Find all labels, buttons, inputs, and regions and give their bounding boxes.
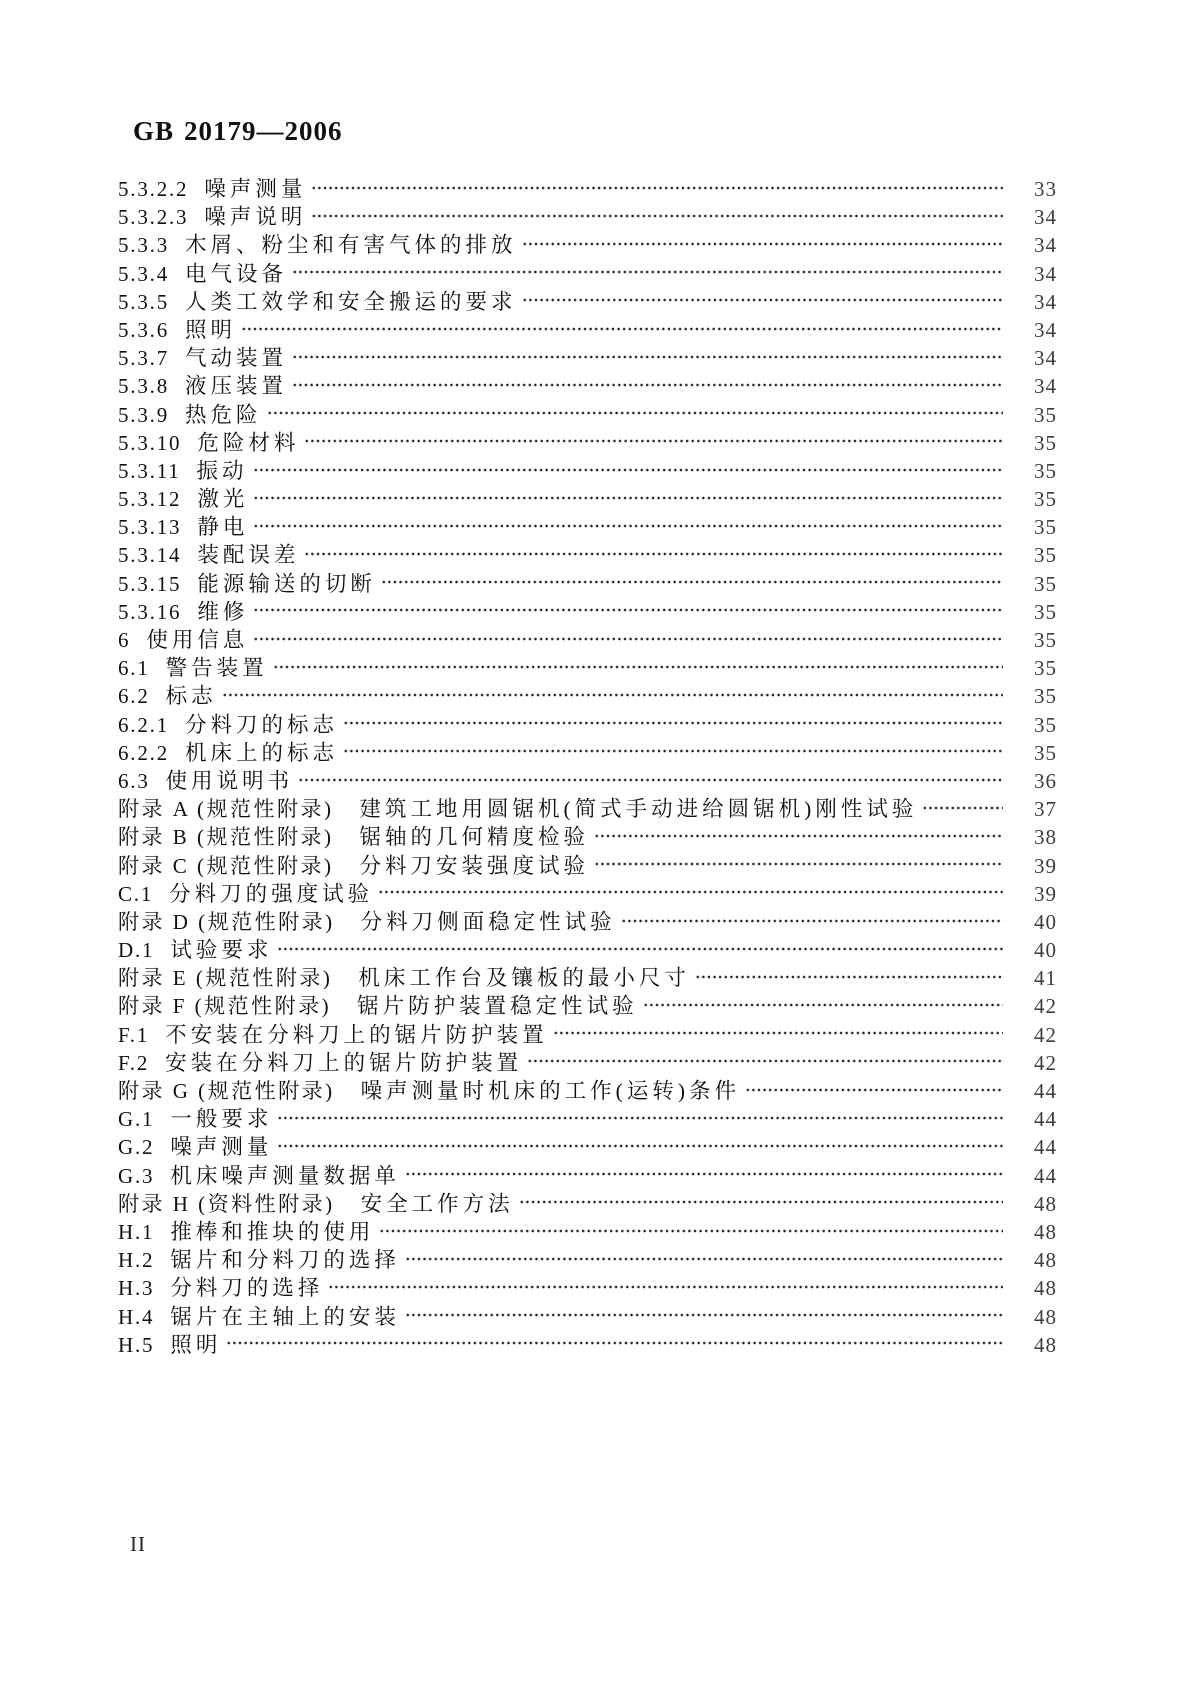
dot-leader xyxy=(298,764,1003,792)
toc-entry-page: 35 xyxy=(1034,740,1057,764)
toc-entry-page: 39 xyxy=(1034,853,1057,877)
toc-entry-title: 装配误差 xyxy=(197,543,300,567)
toc-entry-page: 35 xyxy=(1034,656,1057,680)
toc-entry xyxy=(118,1074,1057,1102)
toc-entry-title: 安全工作方法 xyxy=(360,1191,514,1215)
toc-entry xyxy=(118,989,1057,1017)
toc-entry-page: 35 xyxy=(1034,458,1057,483)
toc-entry-page: 35 xyxy=(1034,599,1057,623)
toc-entry-page: 34 xyxy=(1034,317,1057,342)
toc-entry-title: 警告装置 xyxy=(165,656,268,680)
toc-entry-title: 不安装在分料刀上的锯片防护装置 xyxy=(165,1022,548,1046)
toc-entry xyxy=(118,1328,1057,1356)
toc-entry-number: 附录 H (资料性附录) xyxy=(118,1191,335,1215)
dot-leader xyxy=(405,1300,1003,1328)
dot-leader xyxy=(594,820,1003,848)
dot-leader xyxy=(745,1074,1003,1102)
dot-leader xyxy=(379,1215,1003,1243)
toc-entry-number: 6 xyxy=(118,628,131,652)
toc-entry-title: 推棒和推块的使用 xyxy=(170,1219,375,1244)
dot-leader xyxy=(304,538,1003,566)
dot-leader xyxy=(277,1130,1003,1158)
toc-entry-title: 维修 xyxy=(197,599,249,623)
toc-entry xyxy=(118,454,1057,482)
toc-entry-page: 35 xyxy=(1034,628,1057,652)
toc-entry xyxy=(118,1018,1057,1046)
toc-entry xyxy=(118,708,1057,736)
toc-entry-page: 36 xyxy=(1034,768,1057,793)
toc-entry xyxy=(118,849,1057,877)
toc-entry-number: 5.3.14 xyxy=(118,543,182,567)
toc-entry-page: 37 xyxy=(1034,797,1057,821)
toc-entry xyxy=(118,567,1057,595)
toc-list xyxy=(118,172,1057,1356)
toc-entry-number: 5.3.16 xyxy=(118,599,182,623)
toc-entry-number: H.4 xyxy=(118,1304,155,1328)
toc-entry-title: 分料刀安装强度试验 xyxy=(359,853,590,877)
toc-entry-title: 使用说明书 xyxy=(165,768,294,793)
dot-leader xyxy=(304,426,1003,454)
toc-entry-title: 锯轴的几何精度检验 xyxy=(359,825,590,849)
toc-entry-page: 34 xyxy=(1034,261,1057,285)
toc-entry-page: 35 xyxy=(1034,712,1057,736)
standard-code-label: GB xyxy=(133,116,175,146)
toc-entry xyxy=(118,1102,1057,1130)
dot-leader xyxy=(273,651,1003,679)
dot-leader xyxy=(343,708,1003,736)
dot-leader xyxy=(253,623,1003,651)
toc-entry xyxy=(118,369,1057,397)
toc-entry xyxy=(118,200,1057,228)
dot-leader xyxy=(253,482,1003,510)
toc-entry xyxy=(118,1215,1057,1243)
toc-entry-number: 5.3.8 xyxy=(118,374,169,398)
toc-entry-title: 气动装置 xyxy=(185,346,288,370)
toc-entry-number: 6.2.1 xyxy=(118,712,169,736)
toc-entry xyxy=(118,1271,1057,1299)
toc-entry-title: 分料刀的标志 xyxy=(185,712,339,736)
toc-entry-title: 锯片在主轴上的安装 xyxy=(170,1304,400,1328)
toc-entry-title: 分料刀侧面稳定性试验 xyxy=(360,909,616,934)
toc-entry xyxy=(118,736,1057,764)
toc-entry xyxy=(118,820,1057,848)
toc-entry xyxy=(118,1300,1057,1328)
toc-entry-title: 机床上的标志 xyxy=(185,740,339,764)
toc-entry-number: 5.3.11 xyxy=(118,458,181,483)
toc-entry-number: 附录 D (规范性附录) xyxy=(118,909,335,934)
toc-entry xyxy=(118,792,1057,820)
toc-entry xyxy=(118,764,1057,792)
toc-entry-page: 42 xyxy=(1034,1022,1057,1046)
toc-entry xyxy=(118,1243,1057,1271)
toc-entry xyxy=(118,1046,1057,1074)
dot-leader xyxy=(522,285,1003,313)
toc-entry-number: 附录 G (规范性附录) xyxy=(118,1079,335,1103)
toc-entry-page: 48 xyxy=(1034,1304,1057,1328)
toc-entry-number: 6.3 xyxy=(118,768,150,793)
toc-entry-number: D.1 xyxy=(118,938,155,962)
toc-entry-number: 附录 C (规范性附录) xyxy=(118,853,334,877)
toc-entry-title: 噪声测量 xyxy=(204,177,307,201)
toc-entry-page: 48 xyxy=(1034,1219,1057,1244)
dot-leader xyxy=(253,510,1003,538)
toc-entry-page: 44 xyxy=(1034,1135,1057,1159)
toc-entry-title: 分料刀的强度试验 xyxy=(169,881,374,905)
dot-leader xyxy=(311,172,1003,200)
toc-entry xyxy=(118,398,1057,426)
toc-entry xyxy=(118,313,1057,341)
dot-leader xyxy=(527,1046,1003,1074)
dot-leader xyxy=(277,1102,1003,1130)
toc-entry-title: 噪声测量时机床的工作(运转)条件 xyxy=(360,1079,740,1103)
toc-entry-title: 一般要求 xyxy=(170,1107,273,1131)
toc-entry-page: 42 xyxy=(1034,1050,1057,1074)
dot-leader xyxy=(343,736,1003,764)
toc-entry-number: 5.3.6 xyxy=(118,317,169,342)
toc-entry-title: 锯片和分料刀的选择 xyxy=(170,1248,400,1272)
toc-entry-number: G.2 xyxy=(118,1135,155,1159)
toc-entry-page: 40 xyxy=(1034,938,1057,962)
toc-entry-page: 35 xyxy=(1034,487,1057,511)
toc-entry-title: 标志 xyxy=(165,684,217,708)
toc-entry xyxy=(118,341,1057,369)
toc-entry-page: 33 xyxy=(1034,177,1057,201)
toc-entry xyxy=(118,1130,1057,1158)
toc-entry-number: 5.3.7 xyxy=(118,346,169,370)
toc-entry-title: 安装在分料刀上的锯片防护装置 xyxy=(165,1050,523,1074)
toc-entry-page: 41 xyxy=(1034,966,1057,990)
toc-entry-page: 38 xyxy=(1034,825,1057,849)
dot-leader xyxy=(253,595,1003,623)
toc-entry-page: 34 xyxy=(1034,374,1057,398)
toc-entry-title: 锯片防护装置稳定性试验 xyxy=(357,994,638,1018)
toc-entry xyxy=(118,595,1057,623)
dot-leader xyxy=(292,257,1003,285)
toc-entry-title: 液压装置 xyxy=(185,374,288,398)
toc-entry-page: 40 xyxy=(1034,909,1057,934)
toc-entry-page: 35 xyxy=(1034,571,1057,595)
toc-entry xyxy=(118,172,1057,200)
toc-entry xyxy=(118,961,1057,989)
dot-leader xyxy=(241,313,1003,341)
toc-entry-page: 35 xyxy=(1034,543,1057,567)
dot-leader xyxy=(378,877,1003,905)
toc-entry-page: 35 xyxy=(1034,402,1057,426)
toc-entry-title: 建筑工地用圆锯机(简式手动进给圆锯机)刚性试验 xyxy=(359,797,918,821)
toc-entry-number: F.2 xyxy=(118,1050,150,1074)
dot-leader xyxy=(405,1159,1003,1187)
toc-entry xyxy=(118,1159,1057,1187)
toc-entry-title: 照明 xyxy=(170,1332,222,1356)
toc-entry-title: 热危险 xyxy=(185,402,262,426)
document-header xyxy=(133,116,343,147)
toc-entry-page: 35 xyxy=(1034,684,1057,708)
dot-leader xyxy=(267,398,1003,426)
dot-leader xyxy=(522,228,1003,256)
toc-entry-title: 使用信息 xyxy=(146,628,249,652)
toc-entry-page: 48 xyxy=(1034,1191,1057,1215)
toc-entry xyxy=(118,933,1057,961)
toc-entry xyxy=(118,623,1057,651)
toc-entry-title: 分料刀的选择 xyxy=(170,1276,324,1300)
toc-entry-number: 6.1 xyxy=(118,656,150,680)
toc-entry-number: 5.3.4 xyxy=(118,261,169,285)
dot-leader xyxy=(253,454,1003,482)
toc-entry-number: 5.3.3 xyxy=(118,233,169,257)
toc-entry-number: 5.3.10 xyxy=(118,430,182,454)
toc-entry-number: H.1 xyxy=(118,1219,155,1244)
toc-entry-number: 5.3.2.3 xyxy=(118,205,189,229)
toc-entry-number: C.1 xyxy=(118,881,154,905)
toc-entry-number: 5.3.13 xyxy=(118,515,182,539)
toc-entry-page: 34 xyxy=(1034,205,1057,229)
toc-entry-number: G.3 xyxy=(118,1163,155,1187)
dot-leader xyxy=(695,961,1003,989)
toc-entry-title: 能源输送的切断 xyxy=(197,571,376,595)
dot-leader xyxy=(405,1243,1003,1271)
toc-entry-number: 5.3.12 xyxy=(118,487,182,511)
toc-entry-number: 5.3.9 xyxy=(118,402,169,426)
toc-entry-title: 噪声说明 xyxy=(204,205,307,229)
toc-entry-page: 35 xyxy=(1034,515,1057,539)
toc-entry xyxy=(118,426,1057,454)
toc-entry xyxy=(118,228,1057,256)
toc-entry-number: 6.2.2 xyxy=(118,740,169,764)
toc-entry xyxy=(118,257,1057,285)
toc-entry-title: 危险材料 xyxy=(197,430,300,454)
toc-entry-title: 机床工作台及镶板的最小尺寸 xyxy=(358,966,690,990)
toc-entry-page: 48 xyxy=(1034,1276,1057,1300)
dot-leader xyxy=(292,369,1003,397)
toc-entry-page: 48 xyxy=(1034,1248,1057,1272)
toc-entry xyxy=(118,1187,1057,1215)
toc-entry xyxy=(118,905,1057,933)
toc-entry-number: F.1 xyxy=(118,1022,150,1046)
toc-entry xyxy=(118,538,1057,566)
toc-entry-title: 静电 xyxy=(197,515,249,539)
toc-entry-title: 试验要求 xyxy=(170,938,273,962)
toc-entry-page: 44 xyxy=(1034,1079,1057,1103)
dot-leader xyxy=(328,1271,1003,1299)
toc-entry-number: H.3 xyxy=(118,1276,155,1300)
dot-leader xyxy=(222,679,1003,707)
standard-code-number: 20179—2006 xyxy=(184,116,343,146)
toc-entry-number: 5.3.15 xyxy=(118,571,182,595)
footer-page-number: II xyxy=(130,1532,146,1556)
toc-entry-title: 噪声测量 xyxy=(170,1135,273,1159)
toc-entry xyxy=(118,877,1057,905)
toc-entry-number: 附录 A (规范性附录) xyxy=(118,797,334,821)
dot-leader xyxy=(922,792,1003,820)
toc-entry-title: 照明 xyxy=(185,317,237,342)
toc-entry-number: 附录 B (规范性附录) xyxy=(118,825,334,849)
toc-entry-number: 6.2 xyxy=(118,684,150,708)
toc-entry-number: G.1 xyxy=(118,1107,155,1131)
toc-entry-page: 34 xyxy=(1034,233,1057,257)
toc-entry-title: 木屑、粉尘和有害气体的排放 xyxy=(185,233,517,257)
toc-entry xyxy=(118,651,1057,679)
toc-entry-page: 44 xyxy=(1034,1163,1057,1187)
toc-entry-page: 34 xyxy=(1034,289,1057,313)
toc-entry-number: H.5 xyxy=(118,1332,155,1356)
dot-leader xyxy=(643,989,1003,1017)
dot-leader xyxy=(381,567,1003,595)
toc-entry-page: 39 xyxy=(1034,881,1057,905)
dot-leader xyxy=(519,1187,1003,1215)
toc-entry-title: 激光 xyxy=(197,487,249,511)
toc-entry-title: 机床噪声测量数据单 xyxy=(170,1163,400,1187)
dot-leader xyxy=(594,849,1003,877)
toc-entry-number: 附录 F (规范性附录) xyxy=(118,994,332,1018)
toc-entry xyxy=(118,679,1057,707)
toc-entry-title: 电气设备 xyxy=(185,261,288,285)
dot-leader xyxy=(292,341,1003,369)
dot-leader xyxy=(311,200,1003,228)
toc-entry-number: 5.3.5 xyxy=(118,289,169,313)
toc-entry-page: 35 xyxy=(1034,430,1057,454)
toc-entry-page: 44 xyxy=(1034,1107,1057,1131)
toc-entry xyxy=(118,285,1057,313)
toc-entry-number: H.2 xyxy=(118,1248,155,1272)
toc-entry-title: 振动 xyxy=(196,458,248,483)
toc-entry-page: 42 xyxy=(1034,994,1057,1018)
dot-leader xyxy=(621,905,1003,933)
toc-entry-title: 人类工效学和安全搬运的要求 xyxy=(185,289,517,313)
toc-entry-page: 48 xyxy=(1034,1332,1057,1356)
toc-entry xyxy=(118,482,1057,510)
toc-entry-number: 附录 E (规范性附录) xyxy=(118,966,333,990)
dot-leader xyxy=(226,1328,1003,1356)
dot-leader xyxy=(553,1018,1003,1046)
dot-leader xyxy=(277,933,1003,961)
toc-entry xyxy=(118,510,1057,538)
toc-entry-page: 34 xyxy=(1034,346,1057,370)
toc-entry-number: 5.3.2.2 xyxy=(118,177,189,201)
